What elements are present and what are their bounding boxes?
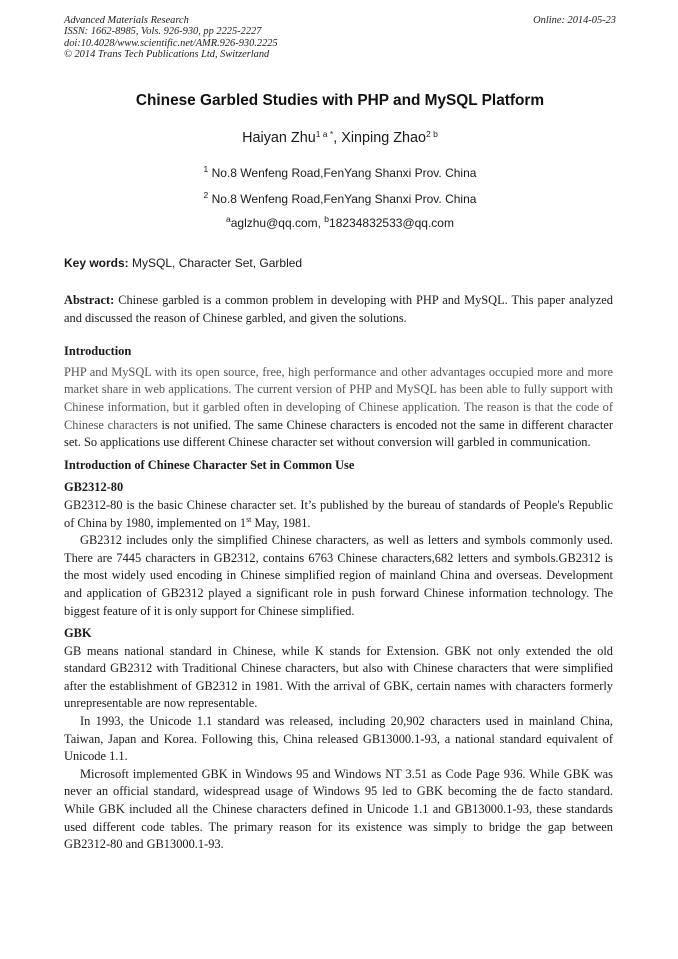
- introduction-text-a: PHP and MySQL with its open source, free, high performance and other advantages occupied more and more market share in web applications. The current version of PHP and MySQL has been able to fully support with Chinese information, but it garbled often in developing of Chinese application. The reason is that the code of Chinese characters: [64, 364, 613, 432]
- doi-line: doi:10.4028/www.scientific.net/AMR.926-930.2225: [64, 37, 278, 49]
- gb2312-p1-text-b: May, 1981.: [251, 515, 311, 530]
- abstract-text: Chinese garbled is a common problem in developing with PHP and MySQL. This paper analyzed and discussed the reason of Chinese garbled, and given the solutions.: [64, 293, 613, 325]
- email-line: [64, 216, 616, 231]
- subsection-gbk-heading: GBK: [64, 626, 92, 641]
- email-a: aglzhu@qq.com,: [230, 216, 325, 230]
- section-charset-heading: Introduction of Chinese Character Set in Common Use: [64, 457, 355, 472]
- gbk-paragraph-1: GB means national standard in Chinese, while K stands for Extension. GBK not only extended the old standard GB2312 with Traditional Chinese characters, but also with Chinese characters that were simplified after the establishment of GB2312 in 1981. With the arrival of GBK, certain names with characters formerly unrepresentable are now representable.: [64, 643, 613, 711]
- keywords-text: MySQL, Character Set, Garbled: [128, 256, 303, 270]
- gbk-paragraph-2: In 1993, the Unicode 1.1 standard was released, including 20,902 characters used in mainland China, Taiwan, Japan and Korea. Following this, China released GB13000.1-93, a national standard equivalent of Unicode 1.1.: [64, 714, 613, 764]
- author-2: Xinping Zhao: [341, 130, 427, 146]
- email-b: 18234832533@qq.com: [329, 216, 454, 230]
- keywords: [64, 256, 616, 271]
- introduction-text-b: is not unified. The same Chinese characters is encoded not the same in different character set. So applications use different Chinese character set without conversion will garbled in communication.: [64, 417, 613, 450]
- copyright-line: © 2014 Trans Tech Publications Ltd, Switzerland: [64, 49, 270, 61]
- author-1: Haiyan Zhu: [242, 130, 316, 146]
- journal-header: [64, 15, 616, 61]
- affiliation-1-text: No.8 Wenfeng Road,FenYang Shanxi Prov. China: [208, 166, 477, 180]
- gb2312-paragraph-1: [64, 497, 613, 532]
- email-b-mark: b: [324, 214, 330, 224]
- affiliation-1-mark: 1: [203, 164, 209, 174]
- subsection-gb2312-heading: GB2312-80: [64, 480, 124, 495]
- affiliation-2-text: No.8 Wenfeng Road,FenYang Shanxi Prov. China: [208, 192, 477, 206]
- abstract: [64, 292, 613, 327]
- affiliation-2: [64, 192, 616, 207]
- gb2312-p1-ordinal: st: [246, 514, 252, 524]
- gb2312-paragraph-2: GB2312 includes only the simplified Chinese characters, as well as letters and symbols commonly used. There are 7445 characters in GB2312, contains 6763 Chinese characters,682 letters and symbols.GB2312 is the most widely used encoding in Chinese simplified region of mainland China and overseas. Development and application of GB2312 played a significant role in push forward Chinese information technology. The biggest feature of it is only support for Chinese simplified.: [64, 533, 613, 618]
- online-date: Online: 2014-05-23: [533, 15, 616, 26]
- affiliation-1: [64, 166, 616, 181]
- author-line: [64, 129, 616, 147]
- author-1-marks: 1 a *: [315, 129, 334, 139]
- journal-name: Advanced Materials Research: [64, 15, 189, 26]
- email-a-mark: a: [226, 214, 231, 224]
- author-2-marks: 2 b: [426, 129, 438, 139]
- affiliation-2-mark: 2: [203, 190, 209, 200]
- paper-body: [64, 292, 613, 854]
- abstract-label: Abstract:: [64, 293, 115, 307]
- gbk-paragraph-3: Microsoft implemented GBK in Windows 95 and Windows NT 3.51 as Code Page 936. While GBK was never an official standard, widespread usage of Windows 95 led to GBK becoming the de facto standard. While GBK included all the Chinese characters defined in Unicode 1.1 and GB13000.1-93, these standards used different code tables. The primary reason for its existence was simply to bridge the gap between GB2312-80 and GB13000.1-93.: [64, 766, 613, 852]
- paper-title: Chinese Garbled Studies with PHP and MySQL Platform: [135, 92, 545, 109]
- section-introduction-heading: Introduction: [64, 344, 132, 359]
- keywords-label: Key words:: [64, 256, 129, 270]
- issn-line: ISSN: 1662-8985, Vols. 926-930, pp 2225-2227: [64, 26, 262, 38]
- gb2312-p1-text-a: GB2312-80 is the basic Chinese character set. It’s published by the bureau of standards of People's Republic of China by 1980, implemented on 1: [64, 497, 613, 530]
- author-separator: ,: [333, 130, 342, 146]
- introduction-paragraph: [64, 364, 613, 452]
